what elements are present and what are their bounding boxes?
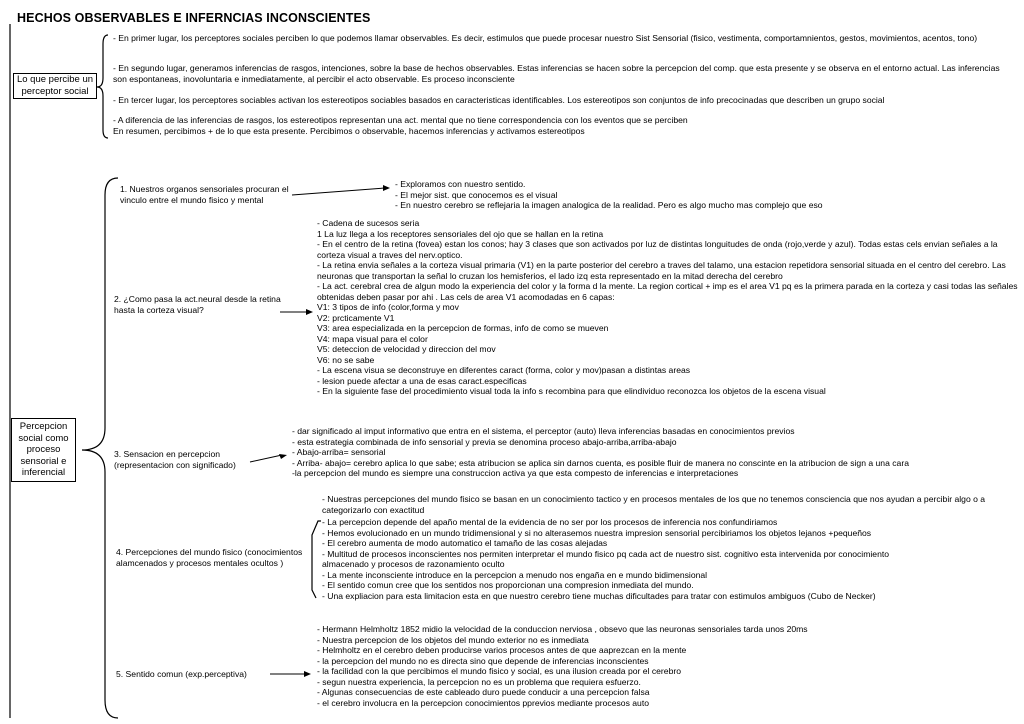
b1-line: - El mejor sist. que conocemos es el visual xyxy=(395,189,558,200)
b4-bracket xyxy=(312,521,321,598)
section2-label: Percepcion social como proceso sensorial e inferencial xyxy=(18,421,69,478)
s1-item-2: - En segundo lugar, generamos inferencias de rasgos, intenciones, sobre la base de hechos observables. Estas inferencias se hacen sobre la percepcion del comp. que esta presente y se observa en el entorno actual. Las inferencias son espontaneas, inovoluntaria e inmediatamente, al percibir el acto observable. Es proceso inconsciente xyxy=(113,63,1000,84)
b2-line: V4: mapa visual para el color xyxy=(317,333,428,344)
b4-line: - La percepcion depende del apaño mental de la evidencia de no ser por los procesos de inferencia nos confundiriamos xyxy=(322,517,778,527)
b3-lines xyxy=(292,426,909,479)
b3-line: - esta estrategia combinada de info sensorial y previa se denomina proceso abajo-arriba,arriba-abajo xyxy=(292,436,677,447)
b3-line: -la percepcion del mundo es siempre una construccion activa ya que esta compesto de inferencias e interpretaciones xyxy=(292,468,739,478)
b5-line: - la percepcion del mundo no es directa sino que depende de inferencias inconscientes xyxy=(317,655,649,666)
b2-line: V1: 3 tipos de info (color,forma y mov xyxy=(317,302,459,312)
b2-line: V3: area especializada en la percepcion de formas, info de como se mueven xyxy=(317,323,609,333)
section1-label: Lo que percibe un perceptor social xyxy=(16,74,94,97)
b4-line: - Multitud de procesos inconscientes nos permiten interpretar el mundo fisico pq cada act de nuestro sist. cognitivo esta intervenida por conocimiento xyxy=(322,548,890,559)
b2-line: V5: deteccion de velocidad y direccion del mov xyxy=(317,344,496,354)
section2-label-box xyxy=(11,418,76,482)
b4-line: - Una expliacion para esta limitacion esta en que nuestro cerebro tiene muchas dificultades para tratar con estimulos ambiguos (Cubo de Necker) xyxy=(322,590,876,601)
b2-intro: - Cadena de sucesos seria xyxy=(317,218,420,228)
b3-label: 3. Sensacion en percepcion (representacion con significado) xyxy=(114,449,236,470)
section2-brace xyxy=(82,178,118,718)
b3-line: - Abajo-arriba= sensorial xyxy=(292,447,386,457)
b5-line: - Hermann Helmholtz 1852 midio la velocidad de la conduccion nerviosa , obsevo que las neuronas sensoriales tarda unos 20ms xyxy=(317,624,808,634)
b3-line: - Arriba- abajo= cerebro aplica lo que sabe; esta atribucion se aplica sin darnos cuenta, es posible fluir de manera no conscinte en la atribucion de sign a una cara xyxy=(292,457,909,468)
b2-intro: 1 La luz llega a los receptores sensoriales del ojo que se hallan en la retina xyxy=(317,228,604,239)
b2-para: - La retina envia señales a la corteza visual primaria (V1) en la parte posterior del cerebro a traves del talamo, una estacion repetidora sensorial situada en el centro del cerebro. Las neuronas que transportan la señal lo cruzan los hemisferios, el lado izq esta representado en la mitad derecha del cerebro xyxy=(317,260,1006,281)
b4-lines xyxy=(322,517,889,601)
b5-line: - el cerebro involucra en la percepcion conocimientos pprevios mediante procesos auto xyxy=(317,697,649,708)
b5-line: - Algunas consecuencias de este cableado duro puede conducir a una percepcion falsa xyxy=(317,687,650,697)
b3-line: - dar significado al imput informativo que entra en el sistema, el perceptor (auto) lleva inferencias basadas en conocimientos previos xyxy=(292,426,795,436)
b5-line: - Nuestra percepcion de los objetos del mundo exterior no es inmediata xyxy=(317,634,589,645)
b4-line: - La mente inconsciente introduce en la percepcion a menudo nos engaña en e mundo bidimensional xyxy=(322,569,708,580)
b2-label: 2. ¿Como pasa la act.neural desde la retina hasta la corteza visual? xyxy=(114,294,281,315)
s1-item-3: - En tercer lugar, los perceptores sociables activan los estereotipos sociables basados en caracteristicas identificables. Los estereotipos son conjuntos de info precocinadas que describen un grupo social xyxy=(113,95,885,105)
b1-label: 1. Nuestros organos sensoriales procuran el vinculo entre el mundo fisico y mental xyxy=(120,184,289,205)
b5-line: - Helmholtz en el cerebro deben producirse varios procesos antes de que aaprezcan en la mente xyxy=(317,645,687,655)
s1-item-5: En resumen, percibimos + de lo que esta presente. Percibimos o observable, hacemos inferencias y activamos estereotipos xyxy=(113,126,585,136)
b4-line: almacenado y procesos de razonamiento oculto xyxy=(322,559,505,569)
b2-line: V6: no se sabe xyxy=(317,354,375,365)
page-title: HECHOS OBSERVABLES E INFERNCIAS INCONSCIENTES xyxy=(17,11,371,25)
b1-line: - Exploramos con nuestro sentido. xyxy=(395,179,526,189)
b2-line: - En la siguiente fase del procedimiento visual toda la info s recombina para que elindividuo reconozca los objetos de la escena visual xyxy=(317,386,826,396)
b4-label: 4. Percepciones del mundo fisico (conocimientos alamcenados y procesos mentales ocultos ) xyxy=(116,547,303,568)
b5-lines xyxy=(317,624,808,708)
b2-content xyxy=(317,218,1020,397)
s1-item-4: - A diferencia de las inferencias de rasgos, los estereotipos representan una act. mental que no tiene correspondencia con los eventos que se perciben xyxy=(113,115,688,125)
b4-line: - El sentido comun cree que los sentidos nos proporcionan una compresion inmediata del mundo. xyxy=(322,580,694,590)
b2-para: - En el centro de la retina (fovea) estan los conos; hay 3 clases que son activados por luz de distintas longuitudes de onda (rojo,verde y azul). Todas estas cels envian señales a la corteza visual a traves del nerv.optico. xyxy=(317,239,998,260)
b2-line: - La escena visua se deconstruye en diferentes caract (forma, color y mov)pasan a distintas areas xyxy=(317,365,691,375)
b4-line: - El cerebro aumenta de modo automatico el tamaño de las cosas alejadas xyxy=(322,538,608,548)
b1-lines xyxy=(395,179,823,211)
b5-label: 5. Sentido comun (exp.perceptiva) xyxy=(116,669,247,679)
b2-para: - La act. cerebral crea de algun modo la experiencia del color y la forma d la mente. La region cortical + imp es el area V1 pq es la primera parada en la corteza y casi todas las señales obtenidas deben pasar por ahi . Las cels de area V1 acomodadas en 6 capas: xyxy=(317,281,1018,302)
section1-label-box xyxy=(13,73,97,99)
b5-line: - la facilidad con la que percibimos el mundo fisico y social, es una ilusion creada por el cerebro xyxy=(317,666,681,676)
section1-brace xyxy=(97,35,108,138)
b4-line: - Hemos evolucionado en un mundo tridimensional y si no alterasemos nuestra impresion sensorial percibiriamos los objetos lejanos +pequeños xyxy=(322,527,872,538)
b2-line: V2: prcticamente V1 xyxy=(317,312,395,323)
b4-intro: - Nuestras percepciones del mundo fisico se basan en un conocimiento tactico y en procesos mentales de los que no tenemos consciencia que nos ayudan a percibir algo o a categorizarlo con exactitud xyxy=(322,494,986,515)
b1-line: - En nuestro cerebro se reflejaria la imagen analogica de la realidad. Pero es algo mucho mas complejo que eso xyxy=(395,200,823,210)
s1-item-1: - En primer lugar, los perceptores sociales perciben lo que podemos llamar observables. Es decir, estimulos que puede procesar nuestro Sist Sensorial (fisico, vestimenta, comportamnientos, gestos, movimientos, acentos, tono) xyxy=(113,33,978,43)
b5-line: - segun nuestra experiencia, la percepcion no es un problema que requiera esfuerzo. xyxy=(317,676,641,687)
b2-line: - lesion puede afectar a una de esas caract.especificas xyxy=(317,375,527,386)
